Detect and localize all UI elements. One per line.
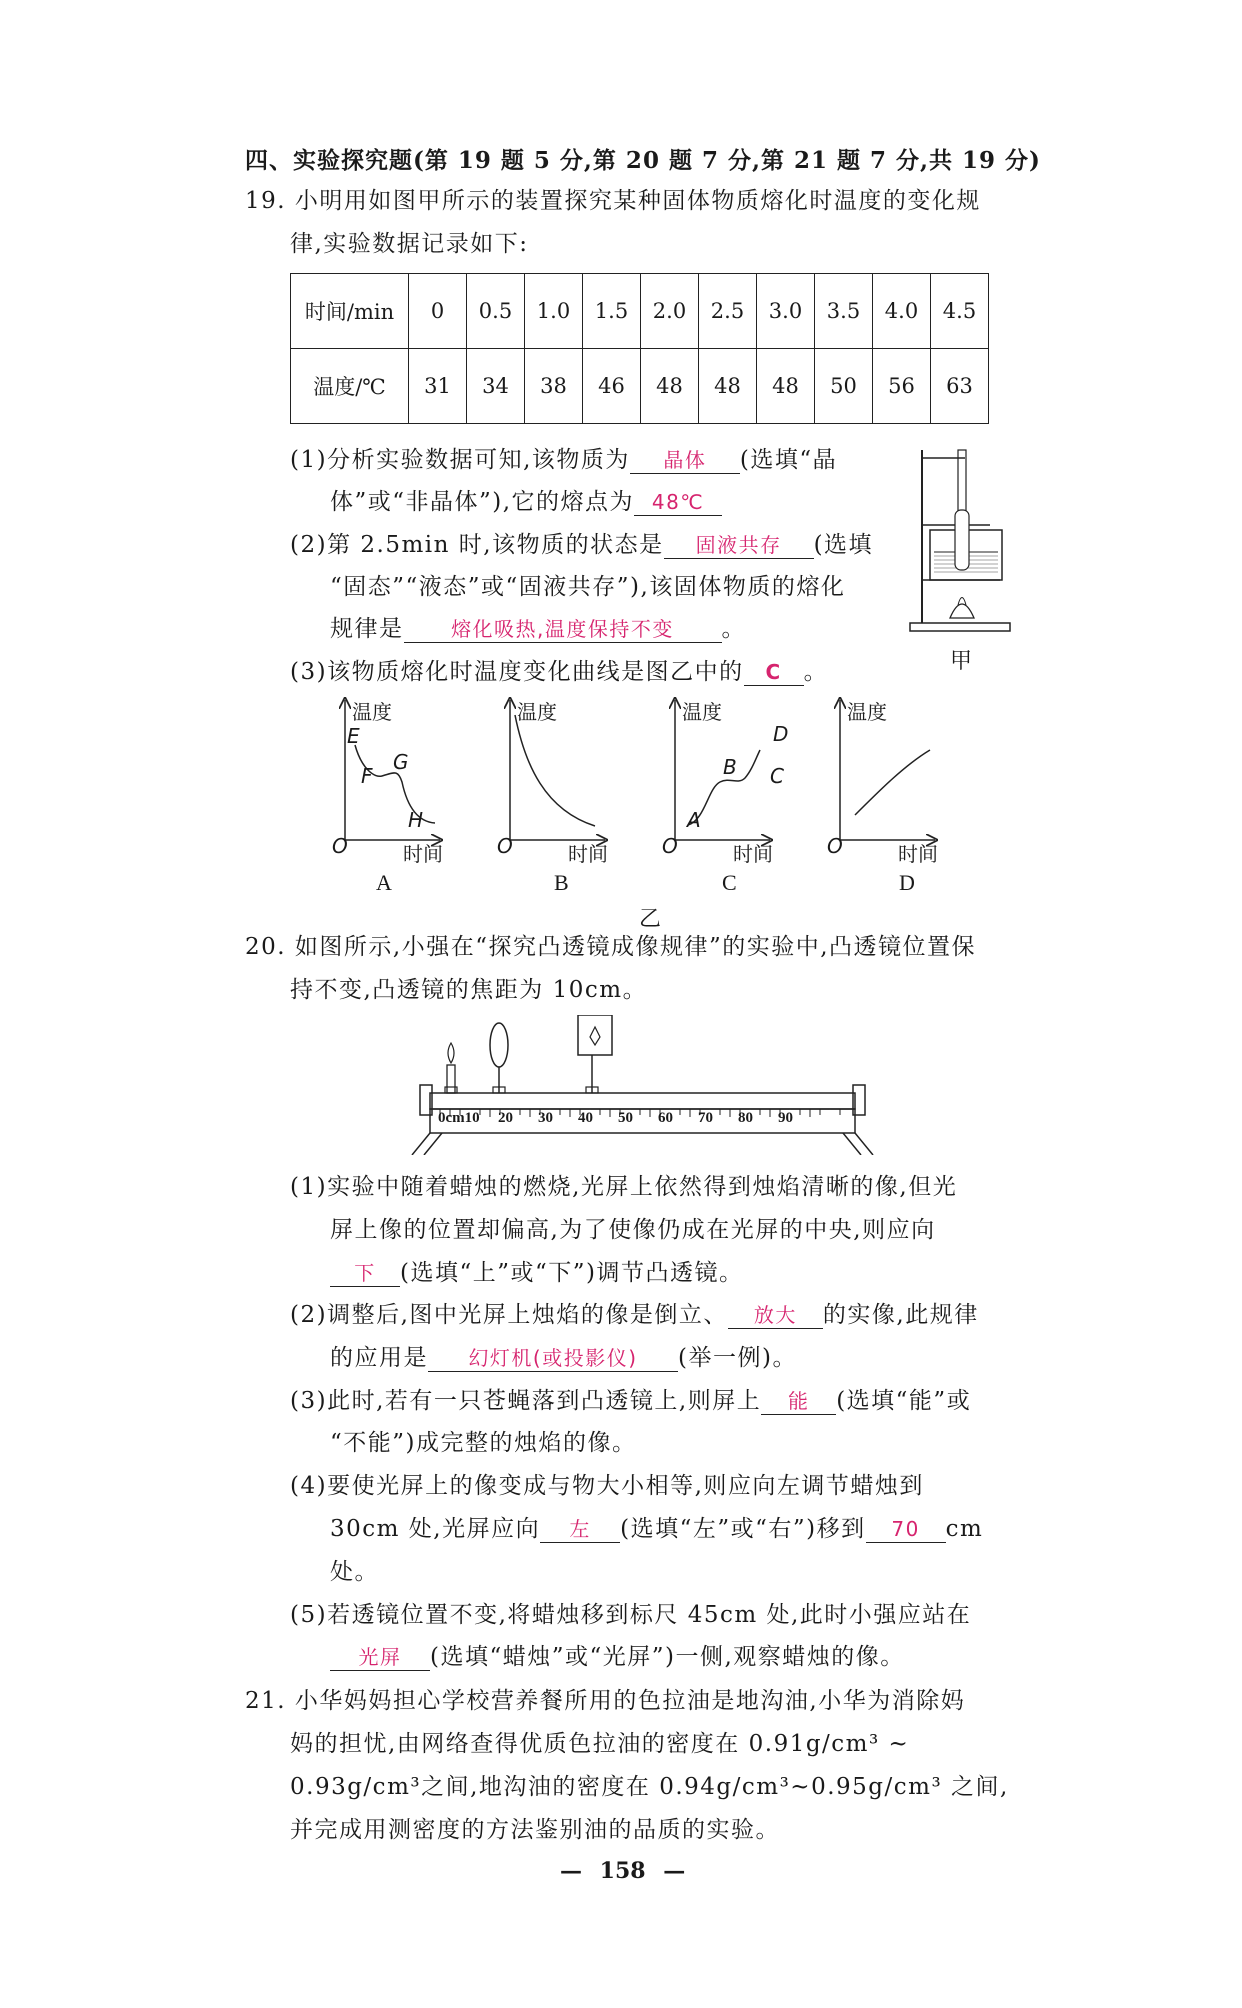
graph-origin: O (332, 834, 348, 858)
table-cell: 48 (641, 349, 699, 424)
table-cell: 3.0 (757, 274, 815, 349)
answer: 晶体 (663, 448, 707, 472)
table-cell: 63 (931, 349, 989, 424)
answer: 幻灯机(或投影仪) (468, 1346, 638, 1370)
q19-p3 (290, 657, 828, 687)
ruler-scale (438, 1110, 818, 1127)
graph-label-b: B (554, 870, 569, 895)
text: 。 (721, 616, 746, 642)
point-label: G (393, 750, 409, 774)
tick-label: 60 (658, 1110, 673, 1126)
table-cell: 2.0 (641, 274, 699, 349)
table-cell: 48 (757, 349, 815, 424)
page-number-value: 158 (599, 1858, 646, 1884)
answer: 熔化吸热,温度保持不变 (451, 617, 674, 641)
answer-blank (428, 1345, 678, 1372)
q21-line4: 并完成用测密度的方法鉴别油的品质的实验。 (290, 1817, 780, 1843)
table-row (291, 274, 989, 349)
table-cell: 4.5 (931, 274, 989, 349)
q20-p5a: (5)若透镜位置不变,将蜡烛移到标尺 45cm 处,此时小强应站在 (290, 1602, 972, 1628)
text: 的应用是 (330, 1345, 428, 1371)
answer-blank (634, 489, 722, 516)
tick-label: 70 (698, 1110, 713, 1126)
text: cm (945, 1516, 984, 1542)
table-cell: 46 (583, 349, 641, 424)
graph-ylabel: 温度 (517, 700, 557, 724)
text: (3)此时,若有一只苍蝇落到凸透镜上,则屏上 (290, 1388, 762, 1414)
q19-p2b: “固态”“液态”或“固液共存”),该固体物质的熔化 (330, 574, 846, 600)
answer: 48℃ (651, 490, 705, 514)
section-title: 四、实验探究题(第 19 题 5 分,第 20 题 7 分,第 21 题 7 分,共 19 分) (245, 147, 1041, 174)
point-label: F (361, 764, 373, 788)
text: 规律是 (330, 616, 404, 642)
text: (2)调整后,图中光屏上烛焰的像是倒立、 (290, 1302, 728, 1328)
text: (选填“上”或“下”)调节凸透镜。 (400, 1260, 744, 1286)
table-cell: 1.5 (583, 274, 641, 349)
q19-p1a (290, 445, 837, 475)
graph-ylabel: 温度 (847, 700, 887, 724)
q19-line2: 律,实验数据记录如下: (290, 231, 529, 257)
text: 体”或“非晶体”),它的熔点为 (330, 489, 635, 515)
answer: 下 (354, 1261, 376, 1285)
q20-p4b (330, 1514, 983, 1544)
text: (选填“蜡烛”或“光屏”)一侧,观察蜡烛的像。 (430, 1644, 905, 1670)
q20-p1c (330, 1258, 743, 1288)
q20-p4c: 处。 (330, 1559, 379, 1585)
table-cell: 50 (815, 349, 873, 424)
answer: C (765, 660, 782, 684)
q21-line3: 0.93g/cm³之间,地沟油的密度在 0.94g/cm³~0.95g/cm³ 之间, (290, 1774, 1009, 1800)
table-cell: 0.5 (467, 274, 525, 349)
tick-label: 40 (578, 1110, 593, 1126)
point-label: C (770, 764, 784, 788)
answer: 放大 (753, 1303, 797, 1327)
answer-blank (404, 616, 722, 643)
text: 30cm 处,光屏应向 (330, 1516, 541, 1542)
answer-blank (761, 1388, 836, 1415)
tick-label: 80 (738, 1110, 753, 1126)
answer-blank (728, 1302, 823, 1329)
graph-label-c: C (722, 870, 737, 895)
table-cell: 3.5 (815, 274, 873, 349)
graph-origin: O (497, 834, 513, 858)
table-cell: 34 (467, 349, 525, 424)
figure-label-jia: 甲 (950, 648, 973, 673)
table-cell: 时间/min (291, 274, 409, 349)
q20-p4a: (4)要使光屏上的像变成与物大小相等,则应向左调节蜡烛到 (290, 1473, 924, 1499)
tick-label: 30 (538, 1110, 553, 1126)
answer: 固液共存 (695, 533, 782, 557)
answer: 70 (891, 1517, 920, 1541)
text: (选填“左”或“右”)移到 (620, 1516, 866, 1542)
apparatus-figure (900, 440, 1020, 640)
tick-label: 90 (778, 1110, 793, 1126)
q20-p5b (330, 1642, 905, 1672)
q19-p2c (330, 614, 746, 644)
graph-xlabel: 时间 (568, 842, 608, 866)
q19-p1b (330, 487, 722, 517)
dash: — (663, 1858, 686, 1884)
q20-p3b: “不能”)成完整的烛焰的像。 (330, 1430, 637, 1456)
text: (1)分析实验数据可知,该物质为 (290, 447, 630, 473)
table-cell: 38 (525, 349, 583, 424)
graph-origin: O (662, 834, 678, 858)
answer-blank (330, 1260, 400, 1287)
text: (举一例)。 (678, 1345, 797, 1371)
tick-label: 0cm10 (438, 1110, 480, 1126)
answer-blank (330, 1644, 430, 1671)
tick-label: 50 (618, 1110, 633, 1126)
q19-p2a (290, 530, 873, 560)
data-table (290, 273, 989, 424)
answer-blank (630, 447, 740, 474)
q21-line2: 妈的担忧,由网络查得优质色拉油的密度在 0.91g/cm³ ~ (290, 1731, 910, 1757)
figure-label-yi: 乙 (639, 906, 662, 931)
answer-blank (744, 659, 804, 686)
answer: 能 (787, 1389, 810, 1413)
table-cell: 56 (873, 349, 931, 424)
table-row (291, 349, 989, 424)
text: (3)该物质熔化时温度变化曲线是图乙中的 (290, 659, 744, 685)
tick-label: 20 (498, 1110, 513, 1126)
q20-p2b (330, 1343, 797, 1373)
graph-ylabel: 温度 (682, 700, 722, 724)
dash: — (560, 1858, 582, 1884)
answer: 左 (569, 1517, 591, 1541)
graph-origin: O (827, 834, 843, 858)
point-label: A (687, 808, 701, 832)
answer-blank (540, 1516, 620, 1543)
graph-xlabel: 时间 (403, 842, 443, 866)
point-label: H (408, 808, 424, 832)
q20-p3a (290, 1386, 971, 1416)
point-label: D (773, 722, 789, 746)
text: (选填“能”或 (836, 1388, 972, 1414)
graph-xlabel: 时间 (898, 842, 938, 866)
table-cell: 1.0 (525, 274, 583, 349)
q20-p2a (290, 1300, 979, 1330)
text: (2)第 2.5min 时,该物质的状态是 (290, 532, 664, 558)
text: (选填“晶 (739, 447, 838, 473)
optical-bench (410, 1015, 880, 1155)
q20-p1b: 屏上像的位置却偏高,为了使像仍成在光屏的中央,则应向 (330, 1217, 936, 1243)
table-cell: 温度/℃ (291, 349, 409, 424)
table-cell: 31 (409, 349, 467, 424)
point-label: E (347, 724, 360, 748)
graph-xlabel: 时间 (733, 842, 773, 866)
graph-ylabel: 温度 (352, 700, 392, 724)
graph-label-a: A (376, 870, 392, 895)
answer: 光屏 (358, 1645, 402, 1669)
graph-label-d: D (899, 870, 915, 895)
table-cell: 48 (699, 349, 757, 424)
q20-p1a: (1)实验中随着蜡烛的燃烧,光屏上依然得到烛焰清晰的像,但光 (290, 1174, 958, 1200)
answer-blank (664, 532, 814, 559)
text: 。 (803, 659, 829, 685)
q21-line1: 21. 小华妈妈担心学校营养餐所用的色拉油是地沟油,小华为消除妈 (245, 1688, 966, 1714)
text: 的实像,此规律 (822, 1302, 979, 1328)
q20-line1: 20. 如图所示,小强在“探究凸透镜成像规律”的实验中,凸透镜位置保 (245, 934, 977, 960)
page-number (560, 1858, 685, 1884)
q19-line1: 19. 小明用如图甲所示的装置探究某种固体物质熔化时温度的变化规 (245, 188, 981, 214)
answer-blank (866, 1516, 946, 1543)
text: (选填 (813, 532, 874, 558)
point-label: B (723, 755, 737, 779)
table-cell: 4.0 (873, 274, 931, 349)
q20-line2: 持不变,凸透镜的焦距为 10cm。 (290, 977, 648, 1003)
table-cell: 2.5 (699, 274, 757, 349)
table-cell: 0 (409, 274, 467, 349)
